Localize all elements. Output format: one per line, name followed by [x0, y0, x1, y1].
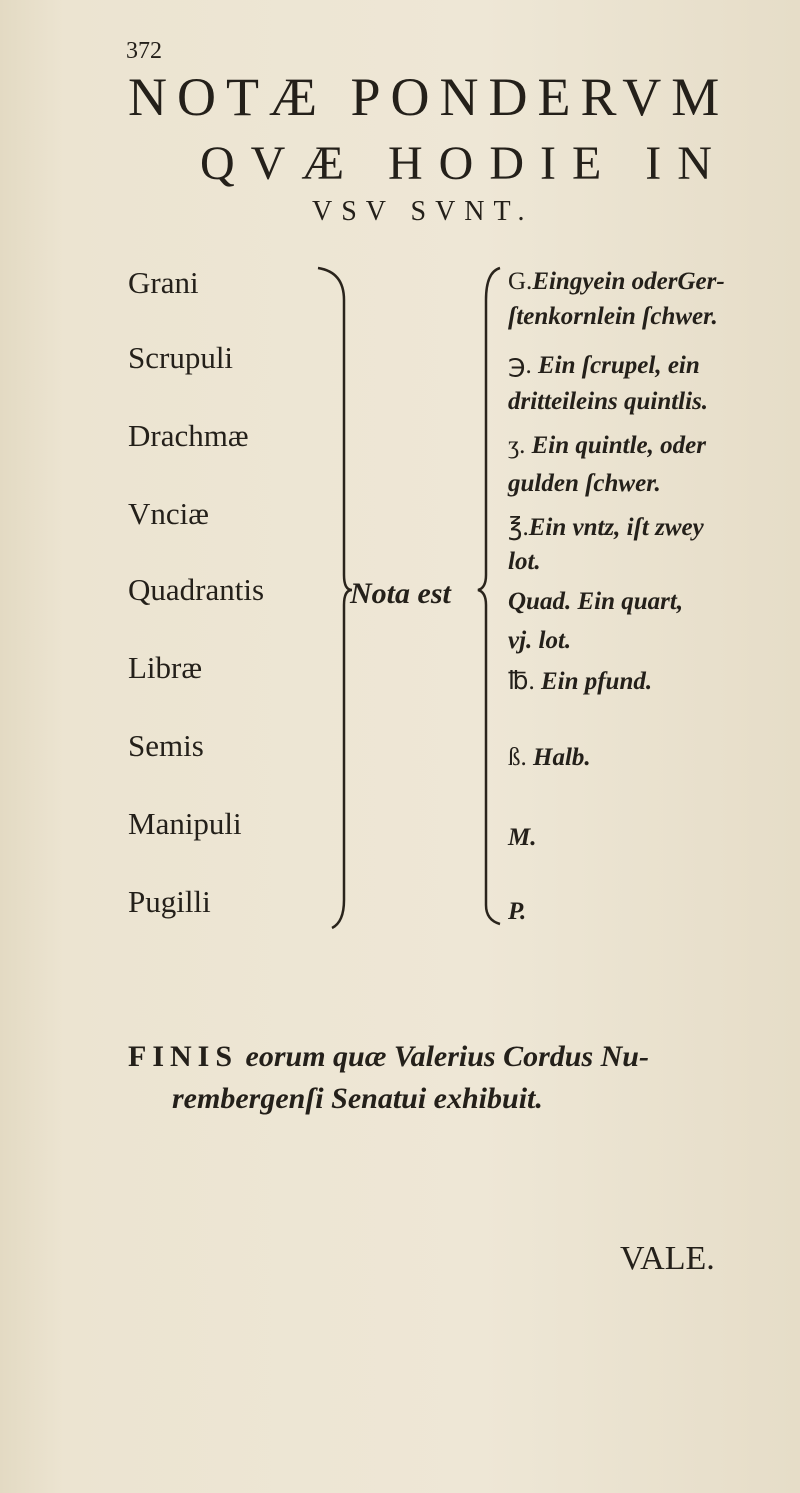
note-line-quadrantis-2 [508, 627, 571, 655]
finis-line-1 [128, 1040, 649, 1074]
note-line-pugilli [508, 898, 526, 926]
page-number: 372 [126, 38, 162, 64]
note-line-unciae-1 [508, 512, 704, 542]
left-brace [318, 268, 352, 928]
term-unciae: Vnciæ [128, 496, 209, 531]
note-line-scrupuli-2 [508, 388, 708, 416]
vale-closing: VALE. [620, 1240, 715, 1277]
note-text: P. [508, 898, 527, 925]
note-text: Ein ſcrupel, ein [537, 352, 700, 379]
note-text: vj. lot. [508, 627, 572, 654]
note-line-grani-2 [508, 303, 718, 331]
finis-word: FINIS [128, 1040, 239, 1073]
symbol-pound: ℔. [508, 668, 535, 695]
note-text: Ein quintle, oder [531, 432, 706, 459]
note-line-scrupuli-1 [508, 350, 700, 380]
term-drachmae: Drachmæ [128, 418, 249, 453]
symbol-scruple: ℈. [508, 352, 532, 379]
note-text: lot. [508, 548, 541, 575]
finis-text-1: eorum quæ Valerius Cordus Nu- [245, 1040, 649, 1073]
note-text: Eingyein oderGer- [532, 268, 725, 295]
note-line-quadrantis-1 [508, 588, 683, 616]
symbol-semis: ß. [508, 744, 527, 771]
note-text: Halb. [533, 744, 591, 771]
symbol-quad: Quad. [508, 588, 572, 615]
term-scrupuli: Scrupuli [128, 340, 234, 375]
finis-line-2: rembergenſi Senatui exhibuit. [172, 1082, 543, 1115]
note-line-drachmae-2 [508, 470, 661, 498]
note-text: dritteileins quintlis. [508, 388, 709, 415]
note-text: Ein vntz, iſt zwey [528, 514, 704, 541]
title-line-2: QVÆ HODIE IN [200, 137, 728, 190]
title-line-1: NOTÆ PONDERVM [128, 67, 730, 127]
note-text: M. [508, 824, 537, 851]
symbol-ounce: ℥. [508, 514, 529, 541]
note-text: Ein pfund. [540, 668, 653, 695]
term-grani: Grani [128, 265, 199, 300]
symbol-drachm: ʒ. [508, 432, 526, 459]
term-librae: Libræ [128, 650, 203, 685]
note-text: ſtenkornlein ſchwer. [508, 303, 718, 330]
nota-est-label: Nota est [350, 577, 451, 610]
term-quadrantis: Quadrantis [128, 572, 265, 607]
title-line-3: VSV SVNT. [312, 196, 534, 227]
term-manipuli: Manipuli [128, 806, 242, 841]
note-line-drachmae-1 [508, 432, 706, 460]
note-line-semis [508, 744, 591, 772]
symbol-grain: G. [508, 268, 533, 295]
note-line-librae [508, 666, 652, 696]
note-line-manipuli [508, 824, 536, 852]
note-line-unciae-2 [508, 548, 541, 576]
note-text: gulden ſchwer. [508, 470, 661, 497]
right-brace [478, 268, 500, 924]
term-pugilli: Pugilli [128, 884, 211, 919]
note-text: Ein quart, [577, 588, 684, 615]
note-line-grani-1 [508, 268, 725, 296]
term-semis: Semis [128, 728, 204, 763]
